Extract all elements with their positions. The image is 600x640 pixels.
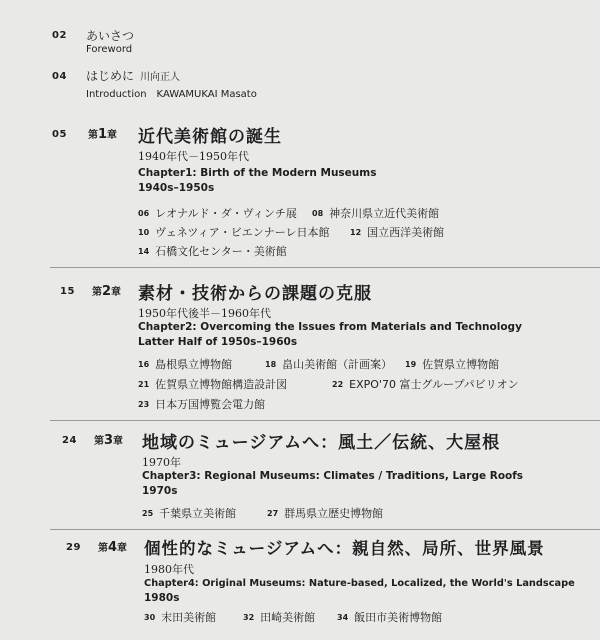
chapter-title-en: Chapter1: Birth of the Modern Museums: [138, 167, 377, 179]
item-page-number: 32: [243, 613, 255, 622]
intro-title-en: Introduction KAWAMUKAI Masato: [86, 89, 257, 100]
item-title: 石橋文化センター・美術館: [155, 245, 287, 258]
item-title: 神奈川県立近代美術館: [329, 207, 440, 220]
item-title: 畠山美術館（計画案）: [282, 358, 393, 371]
chapter-number: 2: [102, 284, 112, 299]
item-page-number: 30: [144, 613, 156, 622]
chapter-label-prefix: 第: [98, 543, 108, 554]
chapter-label: [92, 283, 121, 299]
chapter-era: 1970年: [142, 456, 181, 469]
toc-item: [138, 243, 287, 259]
chapter-title-en: Chapter2: Overcoming the Issues from Materials and Technology: [138, 321, 522, 333]
chapter-page-number: 15: [60, 286, 75, 297]
toc-item: [142, 505, 236, 521]
intro-page-number: 04: [52, 71, 67, 82]
item-page-number: 10: [138, 228, 150, 237]
item-title: 末田美術館: [161, 611, 217, 624]
item-page-number: 27: [267, 509, 279, 518]
item-page-number: 16: [138, 360, 150, 369]
chapter-era: 1940年代－1950年代: [138, 150, 249, 163]
toc-item: [265, 356, 392, 372]
chapter-label-prefix: 第: [92, 287, 102, 298]
toc-item: [350, 224, 444, 240]
section-divider: [50, 529, 600, 530]
chapter-number: 3: [104, 433, 114, 448]
intro-title-jp-main: はじめに: [86, 69, 135, 83]
chapter-page-number: 24: [62, 435, 77, 446]
item-page-number: 18: [265, 360, 277, 369]
item-page-number: 19: [405, 360, 417, 369]
chapter-label-suffix: 章: [111, 287, 122, 298]
toc-item: [405, 356, 499, 372]
chapter-title-en: Chapter4: Original Museums: Nature-based, Localized, the World's Landscape: [144, 578, 575, 589]
item-title: EXPO'70 富士グループパビリオン: [349, 378, 519, 391]
chapter-label: [88, 126, 117, 142]
toc-item: [243, 609, 315, 625]
chapter-page-number: 29: [66, 542, 81, 553]
intro-author-jp: 川向正人: [140, 72, 181, 83]
section-divider: [50, 420, 600, 421]
item-title: 佐賀県立博物館構造設計図: [155, 378, 288, 391]
item-title: 田崎美術館: [260, 611, 316, 624]
chapter-label-suffix: 章: [113, 436, 124, 447]
chapter-title-jp: 素材・技術からの課題の克服: [138, 284, 372, 304]
item-page-number: 14: [138, 247, 150, 256]
item-title: 千葉県立美術館: [159, 507, 237, 520]
item-page-number: 06: [138, 209, 150, 218]
toc-item: [312, 205, 439, 221]
intro-title-en: Foreword: [86, 44, 133, 55]
chapter-title-jp: 地域のミュージアムへ：風土／伝統、大屋根: [142, 433, 501, 453]
chapter-label: [98, 539, 127, 555]
toc-item: [138, 376, 287, 392]
item-title: 飯田市美術博物館: [354, 611, 443, 624]
chapter-subtitle-en: 1980s: [144, 592, 180, 604]
toc-item: [337, 609, 442, 625]
chapter-label-prefix: 第: [88, 130, 98, 141]
toc-item: [138, 205, 297, 221]
item-page-number: 21: [138, 380, 150, 389]
chapter-subtitle-en: 1970s: [142, 485, 178, 497]
item-page-number: 12: [350, 228, 362, 237]
item-page-number: 34: [337, 613, 349, 622]
item-page-number: 22: [332, 380, 344, 389]
chapter-label: [94, 432, 123, 448]
chapter-title-jp: 近代美術館の誕生: [138, 127, 282, 147]
intro-title-jp: [86, 67, 180, 84]
chapter-era: 1980年代: [144, 563, 194, 576]
item-page-number: 08: [312, 209, 324, 218]
item-page-number: 25: [142, 509, 154, 518]
item-page-number: 23: [138, 400, 150, 409]
item-title: 佐賀県立博物館: [422, 358, 500, 371]
chapter-subtitle-en: 1940s–1950s: [138, 182, 215, 194]
item-title: ヴェネツィア・ビエンナーレ日本館: [155, 226, 330, 239]
chapter-title-en: Chapter3: Regional Museums: Climates / Traditions, Large Roofs: [142, 470, 524, 482]
item-title: 国立西洋美術館: [367, 226, 445, 239]
intro-page-number: 02: [52, 30, 67, 41]
item-title: レオナルド・ダ・ヴィンチ展: [155, 207, 297, 220]
item-title: 島根県立博物館: [155, 358, 233, 371]
section-divider: [50, 267, 600, 268]
toc-item: [267, 505, 383, 521]
chapter-subtitle-en: Latter Half of 1950s–1960s: [138, 336, 298, 348]
item-title: 群馬県立歴史博物館: [284, 507, 384, 520]
chapter-title-jp: 個性的なミュージアムへ：親自然、局所、世界風景: [144, 539, 545, 558]
chapter-label-prefix: 第: [94, 436, 104, 447]
toc-item: [138, 224, 330, 240]
chapter-page-number: 05: [52, 129, 67, 140]
toc-item: [144, 609, 216, 625]
toc-item: [332, 376, 519, 392]
toc-item: [138, 396, 265, 412]
toc-item: [138, 356, 232, 372]
chapter-number: 4: [108, 540, 118, 555]
chapter-label-suffix: 章: [107, 130, 118, 141]
intro-title-jp: あいさつ: [86, 29, 135, 43]
chapter-era: 1950年代後半－1960年代: [138, 307, 271, 320]
chapter-number: 1: [98, 127, 108, 142]
item-title: 日本万国博覧会電力館: [155, 398, 266, 411]
chapter-label-suffix: 章: [117, 543, 128, 554]
